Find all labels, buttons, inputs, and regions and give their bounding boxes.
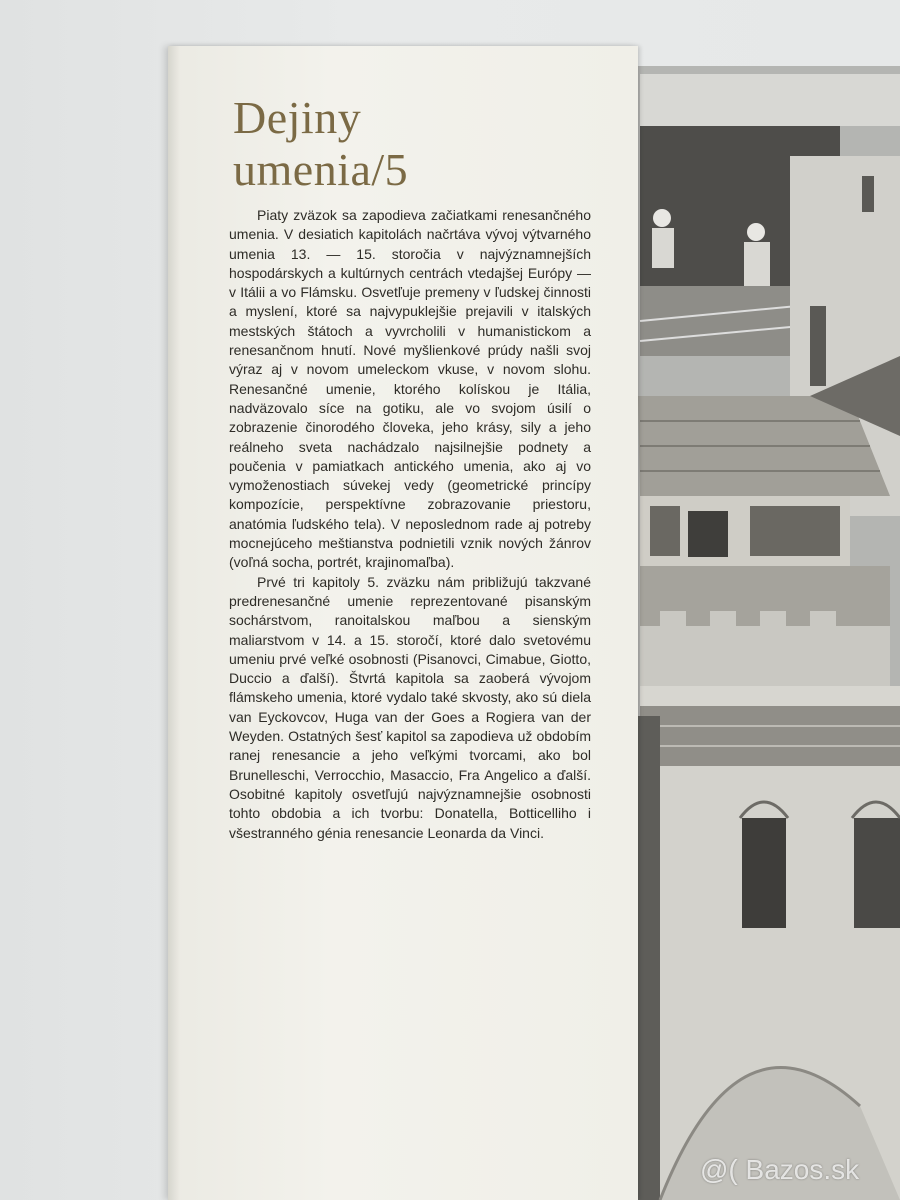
title-line-1: Dejiny — [233, 92, 362, 143]
flap-description — [229, 206, 591, 843]
fresco-illustration — [600, 66, 900, 1200]
description-paragraph-2: Prvé tri kapitoly 5. zväzku nám približujú takzvané predrenesančné umenie reprezentované pisanským sochárstvom, ranoitalskou maľbou a sienským maliarstvom v 14. a 15. storočí, ktoré dalo svetovému umeniu prvé veľké osobnosti (Pisanovci, Cimabue, Giotto, Duccio a ďalší). Štvrtá kapitola sa zaoberá vývojom flámskeho umenia, ktoré vydalo také skvosty, ako sú diela van Eyckovcov, Huga van der Goes a Rogiera van der Weyden. Ostatných šesť kapitol sa zapodieva už obdobím ranej renesancie a jeho veľkými tvorcami, ako bol Brunelleschi, Verrocchio, Masaccio, Fra Angelico a ďalší. Osobitné kapitoly osvetľujú najvýznamnejšie osobnosti tohto obdobia a ich tvorbu: Donatella, Botticelliho i všestranného génia renesancie Leonarda da Vinci. — [229, 573, 591, 841]
flap-edge-shadow — [168, 46, 180, 1200]
site-watermark: @( Bazos.sk — [700, 1154, 860, 1185]
title-line-2: umenia/5 — [233, 144, 409, 195]
description-paragraph-1: Piaty zväzok sa zapodieva začiatkami renesančného umenia. V desiatich kapitolách načrtáva vývoj výtvarného umenia 13. — 15. storočia v najvýznamnejších hospodárskych a kultúrnych centrách vtedajšej Európy — v Itálii a vo Flámsku. Osvetľuje premeny v ľudskej činnosti a myslení, ktoré sa najvypuklejšie prejavili v italských mestských štátoch a vyvrcholili v humanistickom a renesančnom hnutí. Nové myšlienkové prúdy našli svoj výraz aj v novom umeleckom vkuse, v novom slohu. Renesančné umenie, ktorého kolískou je Itália, nadväzovalo síce na gotiku, ale vo svojom úsilí o zobrazenie činorodého človeka, jeho krásy, sily a jeho reálneho sveta nachádzalo najsilnejšie podnety a poučenia v pamiatkach antického umenia, ako aj vo vymoženostiach súvekej vedy (geometrické princípy kompozície, perspektívne zobrazovanie priestoru, anatómia ľudského tela). V neposlednom rade aj potreby mocnejúceho meštianstva podnietili vznik nových žánrov (voľná socha, portrét, krajinomaľba). — [229, 207, 591, 571]
book-title — [233, 92, 408, 196]
book-cover-fresco — [600, 66, 900, 1200]
